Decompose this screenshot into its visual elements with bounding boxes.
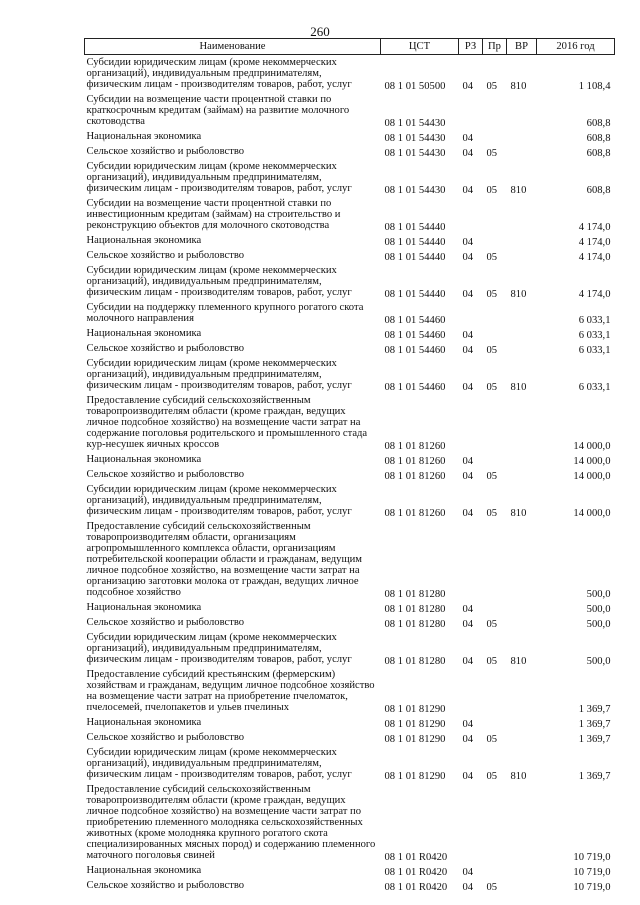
table-row [85,782,615,863]
row-amount: 500,0 [586,589,611,600]
row-cst: 08 1 01 81260 [384,441,446,452]
row-amount: 14 000,0 [573,456,611,467]
row-amount: 4 174,0 [578,237,611,248]
row-name: Национальная экономика [86,602,202,613]
row-cst: 08 1 01 54460 [384,345,446,356]
row-cst: 08 1 01 81280 [384,604,446,615]
table-row [85,393,615,452]
row-rz: 04 [462,471,474,482]
header-name: Наименование [85,39,381,55]
row-cst: 08 1 01 54430 [384,118,446,129]
row-rz: 04 [462,382,474,393]
row-cst: 08 1 01 81280 [384,619,446,630]
row-cst: 08 1 01 54430 [384,185,446,196]
row-rz [459,667,483,715]
table-row [85,600,615,615]
row-amount: 500,0 [586,656,611,667]
row-pr [483,519,507,600]
row-cst: 08 1 01 81280 [384,589,446,600]
row-amount: 10 719,0 [573,867,611,878]
row-amount: 4 174,0 [578,222,611,233]
row-rz [459,92,483,129]
row-cst: 08 1 01 54430 [384,148,446,159]
table-row [85,159,615,196]
table-body [85,55,615,894]
row-pr: 05 [486,148,498,159]
row-pr [483,667,507,715]
table-row [85,341,615,356]
row-pr: 05 [486,471,498,482]
row-name: Субсидии на поддержку племенного крупного рогатого скота молочного направления [86,302,364,324]
row-name: Сельское хозяйство и рыболовство [86,343,245,354]
row-pr: 05 [486,508,498,519]
row-rz: 04 [462,656,474,667]
row-amount: 500,0 [586,619,611,630]
table-row [85,452,615,467]
row-name: Сельское хозяйство и рыболовство [86,250,245,261]
row-vr [507,519,537,600]
row-rz: 04 [462,619,474,630]
row-pr [483,196,507,233]
row-amount: 4 174,0 [578,252,611,263]
row-cst: 08 1 01 54460 [384,382,446,393]
row-amount: 608,8 [586,133,611,144]
row-vr [507,233,537,248]
row-vr: 810 [510,771,527,782]
row-vr [507,715,537,730]
row-vr [507,300,537,326]
row-pr [483,600,507,615]
row-pr: 05 [486,81,498,92]
row-vr: 810 [510,656,527,667]
row-name: Субсидии юридическим лицам (кроме некоммерческих организаций), индивидуальным предпринимателям, физическим лицам - производителям товаров, работ, услуг [86,484,352,517]
row-rz: 04 [462,734,474,745]
row-pr: 05 [486,882,498,893]
row-amount: 1 108,4 [578,81,611,92]
row-pr [483,452,507,467]
row-rz: 04 [462,771,474,782]
table-row [85,144,615,159]
row-amount: 14 000,0 [573,508,611,519]
table-row [85,863,615,878]
row-amount: 6 033,1 [578,315,611,326]
table-header-row [85,39,615,55]
table-row [85,730,615,745]
row-vr [507,467,537,482]
row-name: Национальная экономика [86,454,202,465]
budget-table [84,38,615,893]
row-name: Предоставление субсидий сельскохозяйственным товаропроизводителям области, организациям агропромышленного комплекса области, организациям потребительской кооперации области и гражданам, ведущим личное подсобное хозяйство, на возмещение части затрат на организацию заготовки молока от граждан, ведущих личное подсобное хозяйство [86,521,362,598]
header-cst: ЦСТ [381,39,459,55]
row-pr: 05 [486,382,498,393]
row-rz: 04 [462,81,474,92]
table-row [85,667,615,715]
row-amount: 1 369,7 [578,771,611,782]
row-pr: 05 [486,345,498,356]
row-vr [507,129,537,144]
row-cst: 08 1 01 54440 [384,252,446,263]
row-cst: 08 1 01 54460 [384,330,446,341]
page-number: 260 [310,24,330,39]
row-pr: 05 [486,289,498,300]
row-name: Предоставление субсидий сельскохозяйственным товаропроизводителям области (кроме граждан, ведущих личное подсобное хозяйство) на возмещение части затрат по приобретению племенного молодняка сельскохозяйственных животных (кроме молодняка крупного рогатого скота специализированных мясных пород) и содержанию племенного маточного поголовья свиней [86,784,376,861]
row-name: Сельское хозяйство и рыболовство [86,732,245,743]
row-vr [507,600,537,615]
table-row [85,92,615,129]
row-name: Субсидии юридическим лицам (кроме некоммерческих организаций), индивидуальным предпринимателям, физическим лицам - производителям товаров, работ, услуг [86,161,352,194]
row-name: Субсидии юридическим лицам (кроме некоммерческих организаций), индивидуальным предпринимателям, физическим лицам - производителям товаров, работ, услуг [86,632,352,665]
row-name: Национальная экономика [86,717,202,728]
row-name: Субсидии юридическим лицам (кроме некоммерческих организаций), индивидуальным предпринимателям, физическим лицам - производителям товаров, работ, услуг [86,747,352,780]
row-amount: 6 033,1 [578,345,611,356]
row-cst: 08 1 01 54440 [384,289,446,300]
row-amount: 500,0 [586,604,611,615]
table-row [85,482,615,519]
row-vr: 810 [510,185,527,196]
table-row [85,233,615,248]
row-rz: 04 [462,604,474,615]
row-amount: 10 719,0 [573,882,611,893]
row-cst: 08 1 01 81260 [384,508,446,519]
row-cst: 08 1 01 81260 [384,471,446,482]
row-name: Предоставление субсидий крестьянским (фермерским) хозяйствам и гражданам, ведущим личное подсобное хозяйство на возмещение части затрат на приобретение пчеломаток, пчелосемей, пчелопакетов и ульев пчелиных [86,669,375,713]
table-row [85,248,615,263]
row-amount: 6 033,1 [578,382,611,393]
row-pr: 05 [486,734,498,745]
row-vr [507,615,537,630]
row-name: Национальная экономика [86,235,202,246]
row-rz: 04 [462,345,474,356]
row-pr [483,92,507,129]
row-rz [459,519,483,600]
row-pr [483,233,507,248]
header-rz: РЗ [459,39,483,55]
row-cst: 08 1 01 54440 [384,222,446,233]
row-pr: 05 [486,185,498,196]
row-vr [507,452,537,467]
row-vr [507,196,537,233]
table-row [85,300,615,326]
table-row [85,356,615,393]
row-vr [507,667,537,715]
row-amount: 1 369,7 [578,719,611,730]
row-name: Субсидии на возмещение части процентной ставки по инвестиционным кредитам (займам) на строительство и реконструкцию объектов для молочного скотоводства [86,198,341,231]
row-name: Национальная экономика [86,131,202,142]
row-cst: 08 1 01 81290 [384,704,446,715]
row-rz: 04 [462,289,474,300]
row-rz: 04 [462,330,474,341]
row-vr [507,730,537,745]
row-rz [459,393,483,452]
row-amount: 6 033,1 [578,330,611,341]
row-name: Национальная экономика [86,328,202,339]
row-pr [483,715,507,730]
row-vr [507,248,537,263]
row-cst: 08 1 01 R0420 [384,852,448,863]
row-vr [507,144,537,159]
row-rz: 04 [462,508,474,519]
table-row [85,263,615,300]
row-rz: 04 [462,148,474,159]
row-pr: 05 [486,252,498,263]
row-amount: 4 174,0 [578,289,611,300]
row-pr: 05 [486,619,498,630]
row-vr [507,326,537,341]
table-row [85,467,615,482]
row-vr [507,92,537,129]
row-name: Субсидии юридическим лицам (кроме некоммерческих организаций), индивидуальным предпринимателям, физическим лицам - производителям товаров, работ, услуг [86,265,352,298]
row-name: Сельское хозяйство и рыболовство [86,880,245,891]
table-row [85,745,615,782]
row-pr [483,300,507,326]
row-cst: 08 1 01 81280 [384,656,446,667]
row-rz [459,782,483,863]
row-amount: 14 000,0 [573,471,611,482]
row-cst: 08 1 01 50500 [384,81,446,92]
row-vr: 810 [510,289,527,300]
row-vr: 810 [510,382,527,393]
row-vr: 810 [510,508,527,519]
table-row [85,196,615,233]
row-cst: 08 1 01 54430 [384,133,446,144]
row-pr [483,326,507,341]
row-name: Сельское хозяйство и рыболовство [86,469,245,480]
row-amount: 10 719,0 [573,852,611,863]
row-name: Субсидии юридическим лицам (кроме некоммерческих организаций), индивидуальным предпринимателям, физическим лицам - производителям товаров, работ, услуг [86,358,352,391]
row-pr: 05 [486,771,498,782]
row-amount: 608,8 [586,148,611,159]
row-vr [507,878,537,893]
row-cst: 08 1 01 54440 [384,237,446,248]
row-pr [483,863,507,878]
row-vr [507,863,537,878]
table-row [85,519,615,600]
row-pr: 05 [486,656,498,667]
row-name: Субсидии юридическим лицам (кроме некоммерческих организаций), индивидуальным предпринимателям, физическим лицам - производителям товаров, работ, услуг [86,57,352,90]
row-cst: 08 1 01 R0420 [384,882,448,893]
row-pr [483,393,507,452]
row-pr [483,129,507,144]
header-pr: Пр [483,39,507,55]
row-cst: 08 1 01 81290 [384,734,446,745]
row-amount: 14 000,0 [573,441,611,452]
row-rz: 04 [462,252,474,263]
row-vr [507,341,537,356]
table-row [85,615,615,630]
row-amount: 608,8 [586,118,611,129]
row-name: Предоставление субсидий сельскохозяйственным товаропроизводителям области (кроме граждан, ведущих личное подсобное хозяйство) на возмещение части затрат на содержание поголовья родительского и промышленного стада кур-несушек яичных кроссов [86,395,368,450]
table-row [85,630,615,667]
row-cst: 08 1 01 81260 [384,456,446,467]
row-rz: 04 [462,133,474,144]
row-cst: 08 1 01 81290 [384,771,446,782]
row-amount: 1 369,7 [578,704,611,715]
table-row [85,715,615,730]
table-row [85,878,615,893]
row-rz [459,196,483,233]
row-rz: 04 [462,719,474,730]
row-cst: 08 1 01 54460 [384,315,446,326]
row-rz: 04 [462,456,474,467]
row-vr [507,393,537,452]
row-vr: 810 [510,81,527,92]
row-name: Сельское хозяйство и рыболовство [86,146,245,157]
row-rz: 04 [462,237,474,248]
row-amount: 1 369,7 [578,734,611,745]
header-vr: ВР [507,39,537,55]
table-row [85,326,615,341]
row-rz [459,300,483,326]
row-vr [507,782,537,863]
row-pr [483,782,507,863]
table-row [85,129,615,144]
row-cst: 08 1 01 R0420 [384,867,448,878]
table-row [85,55,615,93]
row-cst: 08 1 01 81290 [384,719,446,730]
row-name: Сельское хозяйство и рыболовство [86,617,245,628]
row-rz: 04 [462,185,474,196]
header-year: 2016 год [537,39,615,55]
row-amount: 608,8 [586,185,611,196]
row-name: Национальная экономика [86,865,202,876]
row-rz: 04 [462,882,474,893]
row-rz: 04 [462,867,474,878]
row-name: Субсидии на возмещение части процентной ставки по краткосрочным кредитам (займам) на развитие молочного скотоводства [86,94,350,127]
